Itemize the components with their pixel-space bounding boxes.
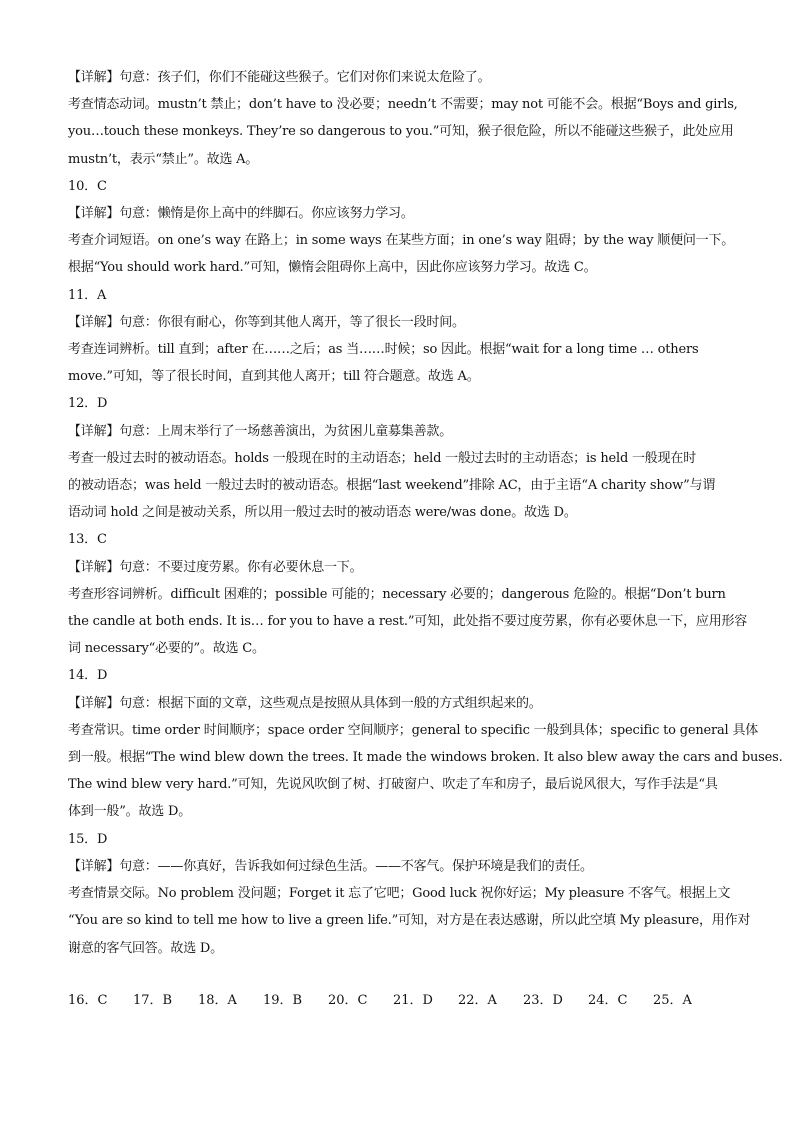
answer-key-row (68, 987, 738, 1014)
explanation-line: 根据“You should work hard.”可知，懒惰会阻碍你上高中，因此你应该努力学习。故选 C。 (68, 260, 597, 276)
explanation-block (68, 826, 751, 962)
answer-item: 23．D (523, 993, 563, 1008)
explanation-line: 考查常识。time order 时间顺序；space order 空间顺序；general to specific 一般到具体；specific to general 具体 (68, 722, 759, 738)
explanation-line: 考查介词短语。on one’s way 在路上；in some ways 在某些方面；in one’s way 阻碍；by the way 顺便问一下。 (68, 233, 735, 249)
explanation-line: 体到一般”。故选 D。 (68, 804, 192, 820)
explanation-line: 【详解】句意：孩子们，你们不能碰这些猴子。它们对你们来说太危险了。 (68, 70, 491, 85)
explanation-block (68, 282, 738, 391)
explanation-line: 谢意的客气回答。故选 D。 (68, 940, 223, 956)
question-number: 12．D (68, 396, 108, 412)
explanation-block (68, 390, 738, 526)
question-number: 15．D (68, 831, 108, 847)
explanation-block (68, 173, 738, 282)
answer-explanations (68, 64, 783, 962)
explanation-line: 语动词 hold 之间是被动关系，所以用一般过去时的被动语态 were/was done。故选 D。 (68, 505, 577, 521)
answer-item: 19．B (263, 993, 303, 1008)
explanation-block (68, 64, 738, 173)
answer-item: 20．C (328, 993, 368, 1008)
explanation-line: The wind blew very hard.”可知，先说风吹倒了树、打破窗户、吹走了车和房子，最后说风很大，写作手法是“具 (68, 777, 718, 793)
answer-item: 18．A (198, 993, 237, 1008)
explanation-line: 【详解】句意：上周末举行了一场慈善演出，为贫困儿童募集善款。 (68, 423, 453, 439)
explanation-line: mustn’t，表示“禁止”。故选 A。 (68, 151, 259, 167)
explanation-line: 考查一般过去时的被动语态。holds 一般现在时的主动语态；held 一般过去时的主动语态；is held 一般现在时 (68, 450, 697, 466)
explanation-line: 考查形容词辨析。difficult 困难的；possible 可能的；necessary 必要的；dangerous 危险的。根据“Don’t burn (68, 586, 726, 602)
answer-item: 21．D (393, 993, 433, 1008)
explanation-line: 词 necessary“必要的”。故选 C。 (68, 641, 265, 657)
explanation-block (68, 526, 748, 662)
question-number: 14．D (68, 668, 108, 684)
explanation-line: 到一般。根据“The wind blew down the trees. It made the windows broken. It also blew away the cars and buses. (68, 750, 783, 766)
answer-item: 25．A (653, 993, 692, 1008)
explanation-line: 考查情态动词。mustn’t 禁止；don’t have to 没必要；needn’t 不需要；may not 可能不会。根据“Boys and girls, (68, 97, 738, 113)
explanation-line: 考查连词辨析。till 直到；after 在……之后；as 当……时候；so 因此。根据“wait for a long time … others (68, 342, 699, 358)
explanation-line: 【详解】句意：不要过度劳累。你有必要休息一下。 (68, 559, 363, 575)
explanation-line: “You are so kind to tell me how to live a green life.”可知，对方是在表达感谢，所以此空填 My pleasure，用作对 (68, 913, 751, 929)
explanation-block (68, 662, 783, 825)
explanation-line: 【详解】句意：——你真好，告诉我如何过绿色生活。——不客气。保护环境是我们的责任。 (68, 858, 593, 874)
question-number: 10．C (68, 178, 107, 194)
answer-item: 17．B (133, 993, 173, 1008)
explanation-line: 【详解】句意：根据下面的文章，这些观点是按照从具体到一般的方式组织起来的。 (68, 695, 542, 711)
explanation-line: 【详解】句意：懒惰是你上高中的绊脚石。你应该努力学习。 (68, 206, 414, 222)
answer-item: 22．A (458, 993, 497, 1008)
explanation-line: 的被动语态；was held 一般过去时的被动语态。根据“last weekend”排除 AC，由于主语“A charity show”与谓 (68, 478, 716, 494)
question-number: 13．C (68, 532, 107, 548)
explanation-line: you…touch these monkeys. They’re so dangerous to you.”可知，猴子很危险，所以不能碰这些猴子，此处应用 (68, 124, 734, 140)
explanation-line: move.”可知，等了很长时间，直到其他人离开；till 符合题意。故选 A。 (68, 369, 480, 385)
answer-item: 16．C (68, 993, 108, 1008)
explanation-line: the candle at both ends. It is… for you to have a rest.”可知，此处指不要过度劳累，你有必要休息一下，应用形容 (68, 614, 748, 630)
explanation-line: 【详解】句意：你很有耐心，你等到其他人离开，等了很长一段时间。 (68, 314, 465, 330)
explanation-line: 考查情景交际。No problem 没问题；Forget it 忘了它吧；Good luck 祝你好运；My pleasure 不客气。根据上文 (68, 886, 731, 902)
answer-item: 24．C (588, 993, 628, 1008)
question-number: 11．A (68, 287, 107, 303)
